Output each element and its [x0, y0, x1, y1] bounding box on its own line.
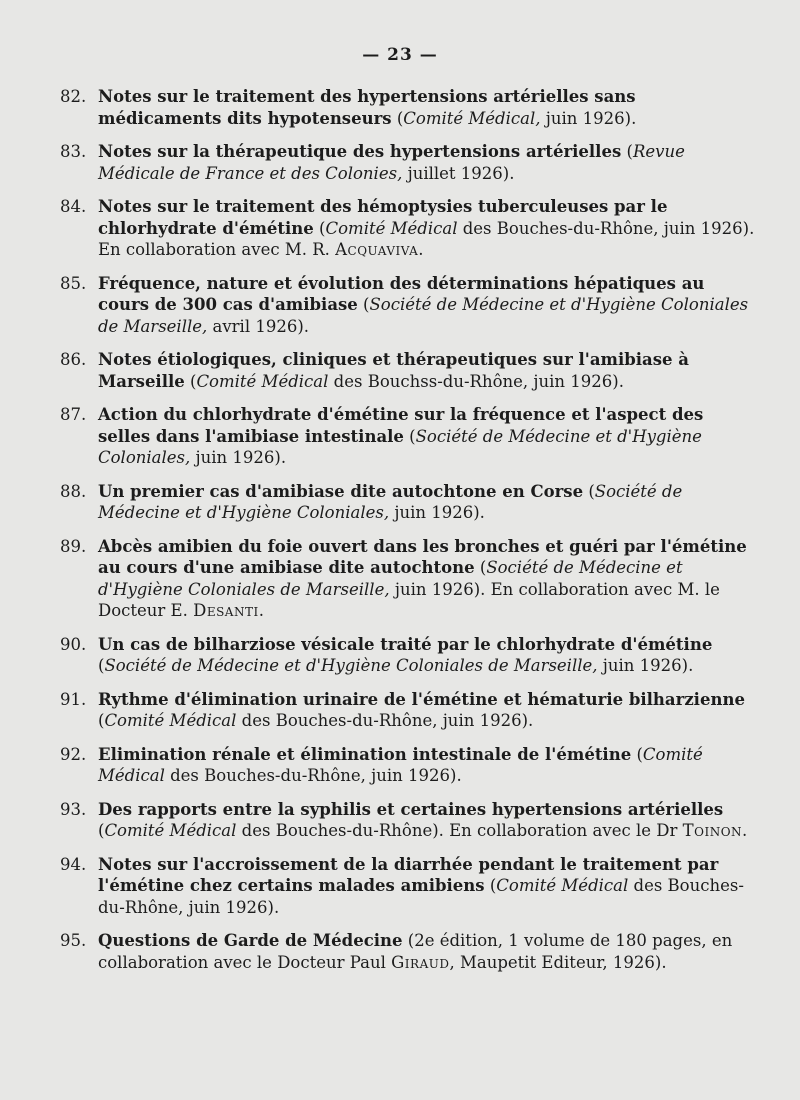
page-number: — 23 — [362, 45, 438, 65]
entry-number: 94. [60, 854, 87, 874]
entry-text: ( [484, 876, 497, 895]
entry-coauthor: Acquaviva [335, 240, 419, 259]
entry-text: ( [631, 744, 643, 764]
entry-text: ( [184, 371, 197, 391]
entry-title: Notes sur le traitement des hypertensions artérielles sans médicaments dits hypotenseurs [98, 87, 636, 128]
entry-title: Action du chlorhydrate d'émétine sur la fréquence et l'aspect des selles dans l'amibiase intestinale [98, 405, 704, 446]
entry-text: des Bouches-du-Rhône, juin 1926). En collaboration avec M. R. [98, 218, 755, 259]
entry-text: (2e édition, 1 volume de 180 pages, en collaboration avec le Docteur Paul [98, 931, 733, 972]
entry-text: . [258, 601, 264, 620]
entry-text: . [742, 821, 748, 840]
entry-source: Comité Médical [104, 821, 237, 840]
entry-title: Notes sur l'accroissement de la diarrhée pendant le traitement par l'émétine chez certains malades amibiens [98, 854, 719, 895]
bibliography-entry [60, 404, 758, 469]
entry-text: juillet 1926). [402, 163, 515, 183]
entry-title: Elimination rénale et élimination intestinale de l'émétine [98, 744, 632, 764]
entry-title: Notes étiologiques, cliniques et thérapeutiques sur l'amibiase à Marseille [98, 350, 689, 391]
entry-number: 89. [60, 536, 87, 556]
entry-number: 92. [60, 744, 87, 764]
entry-number: 88. [60, 481, 87, 501]
entry-coauthor: Toinon [682, 821, 743, 840]
entry-text: des Bouches-du-Rhône, juin 1926). [164, 766, 462, 785]
entry-number: 86. [60, 350, 87, 369]
bibliography-entry [60, 141, 758, 184]
bibliography-entry [60, 349, 758, 392]
entry-text: . [418, 240, 424, 259]
bibliography-entry [60, 744, 758, 787]
entry-text: des Bouches-du-Rhône, juin 1926). [98, 876, 744, 917]
entry-number: 82. [60, 87, 87, 106]
entry-number: 90. [60, 634, 87, 654]
bibliography-entry [60, 86, 758, 129]
entry-number: 91. [60, 689, 87, 709]
bibliography-entry [60, 799, 758, 842]
entry-source: Société de Médecine et d'Hygiène Coloniales, [98, 481, 683, 522]
entry-text: juin 1926). [540, 108, 637, 128]
entry-text: ( [391, 108, 404, 128]
entry-text: ( [403, 426, 416, 446]
entry-text: ( [313, 218, 326, 238]
entry-source: Comité Médical [325, 218, 458, 238]
entry-source: Société de Médecine et d'Hygiène Coloniales, [98, 426, 702, 467]
bibliography-entry [60, 689, 758, 732]
entry-source: Comité Médical, [403, 108, 541, 128]
entry-number: 87. [60, 405, 87, 424]
entry-text: juin 1926). [190, 448, 287, 467]
entry-text: ( [621, 142, 633, 161]
entry-title: Des rapports entre la syphilis et certaines hypertensions artérielles [98, 799, 724, 819]
entry-number: 85. [60, 273, 87, 293]
bibliography-entry [60, 536, 758, 622]
entry-text: ( [583, 481, 595, 501]
bibliography-entry [60, 273, 758, 338]
entry-title: Notes sur le traitement des hémoptysies tuberculeuses par le chlorhydrate d'émétine [98, 197, 668, 238]
entry-source: Société de Médecine et d'Hygiène Coloniales de Marseille, [98, 295, 749, 336]
entry-text: juin 1926). [389, 503, 485, 522]
entry-text: ( [98, 711, 105, 730]
entry-source: Revue Médicale de France et des Colonies, [98, 142, 685, 183]
entry-number: 84. [60, 197, 87, 216]
bibliography-entry [60, 854, 758, 919]
entry-coauthor: Desanti [193, 601, 259, 620]
entry-text: des Bouchss-du-Rhône, juin 1926). [328, 371, 624, 391]
entry-number: 95. [60, 931, 87, 950]
entry-coauthor: Giraud [391, 952, 450, 972]
entry-title: Abcès amibien du foie ouvert dans les bronches et guéri par l'émétine au cours d'une amibiase dite autochtone [98, 536, 747, 577]
entry-title: Rythme d'élimination urinaire de l'émétine et hématurie bilharzienne [98, 689, 745, 709]
entry-title: Questions de Garde de Médecine [98, 931, 403, 950]
entry-text: des Bouches-du-Rhône). En collaboration avec le Dr [236, 821, 683, 840]
entry-text: ( [98, 821, 105, 840]
entry-number: 93. [60, 799, 87, 819]
entry-number: 83. [60, 142, 87, 161]
entry-text: ( [98, 656, 105, 675]
entry-title: Un premier cas d'amibiase dite autochtone en Corse [98, 481, 584, 501]
entry-title: Notes sur la thérapeutique des hypertensions artérielles [98, 142, 622, 161]
entry-text: , Maupetit Editeur, 1926). [449, 952, 667, 972]
bibliography-list [60, 86, 758, 985]
entry-source: Comité Médical [104, 711, 237, 730]
entry-title: Fréquence, nature et évolution des déterminations hépatiques au cours de 300 cas d'amibiase [98, 273, 705, 314]
entry-source: Comité Médical [98, 744, 703, 785]
entry-text: juin 1926). En collaboration avec M. le Docteur E. [98, 579, 720, 620]
entry-text: avril 1926). [207, 316, 310, 336]
entry-text: juin 1926). [597, 656, 694, 675]
entry-source: Société de Médecine et d'Hygiène Coloniales de Marseille, [104, 656, 598, 675]
entry-title: Un cas de bilharziose vésicale traité par le chlorhydrate d'émétine [98, 634, 713, 654]
entry-source: Comité Médical [496, 876, 629, 895]
bibliography-entry [60, 481, 758, 524]
bibliography-entry [60, 196, 758, 261]
bibliography-entry [60, 930, 758, 973]
entry-text: des Bouches-du-Rhône, juin 1926). [236, 711, 534, 730]
entry-source: Société de Médecine et d'Hygiène Coloniales de Marseille, [98, 558, 683, 599]
entry-text: ( [474, 558, 487, 577]
entry-text: ( [357, 295, 370, 314]
bibliography-entry [60, 634, 758, 677]
entry-source: Comité Médical [196, 371, 329, 391]
